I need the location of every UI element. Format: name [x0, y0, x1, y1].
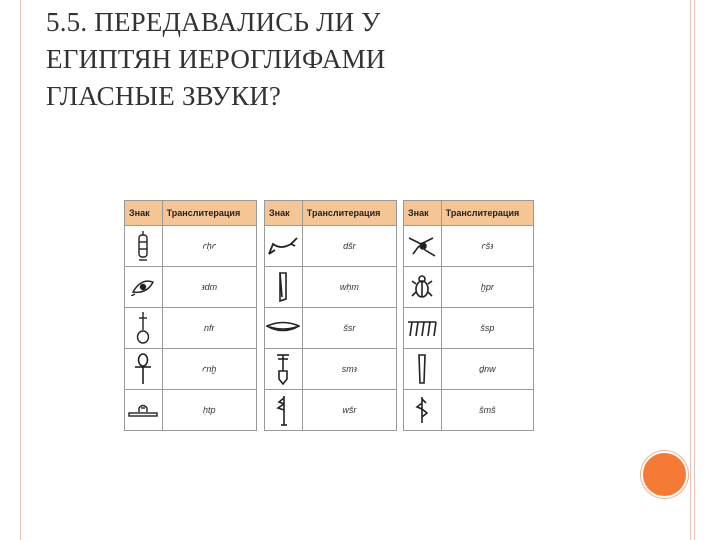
table-row [125, 226, 257, 267]
translit-column-header: Транслитерация [302, 201, 396, 226]
scarab-glyph-icon [404, 267, 442, 308]
reed-shelter-glyph-icon [125, 226, 163, 267]
title-line-1: 5.5. ПЕРЕДАВАЛИСЬ ЛИ У [46, 7, 381, 37]
table-row [265, 390, 397, 431]
translit-column-header: Транслитерация [162, 201, 256, 226]
column-glyph-icon [404, 349, 442, 390]
heart-windpipe-glyph-icon [125, 308, 163, 349]
sign-column-header: Знак [125, 201, 163, 226]
table-row [265, 267, 397, 308]
right-border-line [694, 0, 695, 540]
translit-cell: ḏnw [441, 349, 533, 390]
translit-cell: smꜣ [302, 349, 396, 390]
offering-table-glyph-icon [125, 390, 163, 431]
table-row [265, 226, 397, 267]
translit-cell: ꜥḥꜥ [162, 226, 256, 267]
eye-glyph-icon [125, 267, 163, 308]
table-row [125, 308, 257, 349]
left-border-decoration [0, 0, 21, 540]
table-row [404, 267, 534, 308]
decorative-circle [641, 451, 688, 498]
translit-cell: wḥm [302, 267, 396, 308]
translit-cell: ḥtp [162, 390, 256, 431]
table-row [404, 390, 534, 431]
translit-cell: ꜥnḫ [162, 349, 256, 390]
translit-cell: nfr [162, 308, 256, 349]
translit-cell: šsp [441, 308, 533, 349]
translit-cell: wšr [302, 390, 396, 431]
hieroglyph-tables [124, 200, 536, 438]
translit-cell: ꜥšꜣ [441, 226, 533, 267]
table-row [265, 349, 397, 390]
table-row [265, 308, 397, 349]
arrow-glyph-icon [265, 349, 303, 390]
table-row [404, 349, 534, 390]
sign-column-header: Знак [265, 201, 303, 226]
title-line-3: ГЛАСНЫЕ ЗВУКИ? [46, 81, 282, 111]
table-header-row [265, 201, 397, 226]
staff-glyph-icon [265, 267, 303, 308]
translit-cell: ꜣdm [162, 267, 256, 308]
table-header-row [404, 201, 534, 226]
translit-column-header: Транслитерация [441, 201, 533, 226]
bird-glyph-icon [404, 226, 442, 267]
title-line-2: ЕГИПТЯН ИЕРОГЛИФАМИ [46, 44, 386, 74]
feather-glyph-icon [265, 390, 303, 431]
translit-cell: dšr [302, 226, 396, 267]
table-row [125, 267, 257, 308]
table-row [404, 226, 534, 267]
table-row [125, 390, 257, 431]
tied-cord-glyph-icon [404, 390, 442, 431]
hieroglyph-table-2 [264, 200, 397, 431]
arm-glyph-icon [265, 226, 303, 267]
sign-column-header: Знак [404, 201, 442, 226]
translit-cell: ḫpr [441, 267, 533, 308]
boat-glyph-icon [265, 308, 303, 349]
ankh-glyph-icon [125, 349, 163, 390]
table-header-row [125, 201, 257, 226]
hieroglyph-table-3 [403, 200, 534, 431]
comb-glyph-icon [404, 308, 442, 349]
translit-cell: šsr [302, 308, 396, 349]
slide-title [46, 4, 666, 115]
hieroglyph-table-1 [124, 200, 257, 431]
table-row [404, 308, 534, 349]
table-row [125, 349, 257, 390]
translit-cell: šmš [441, 390, 533, 431]
